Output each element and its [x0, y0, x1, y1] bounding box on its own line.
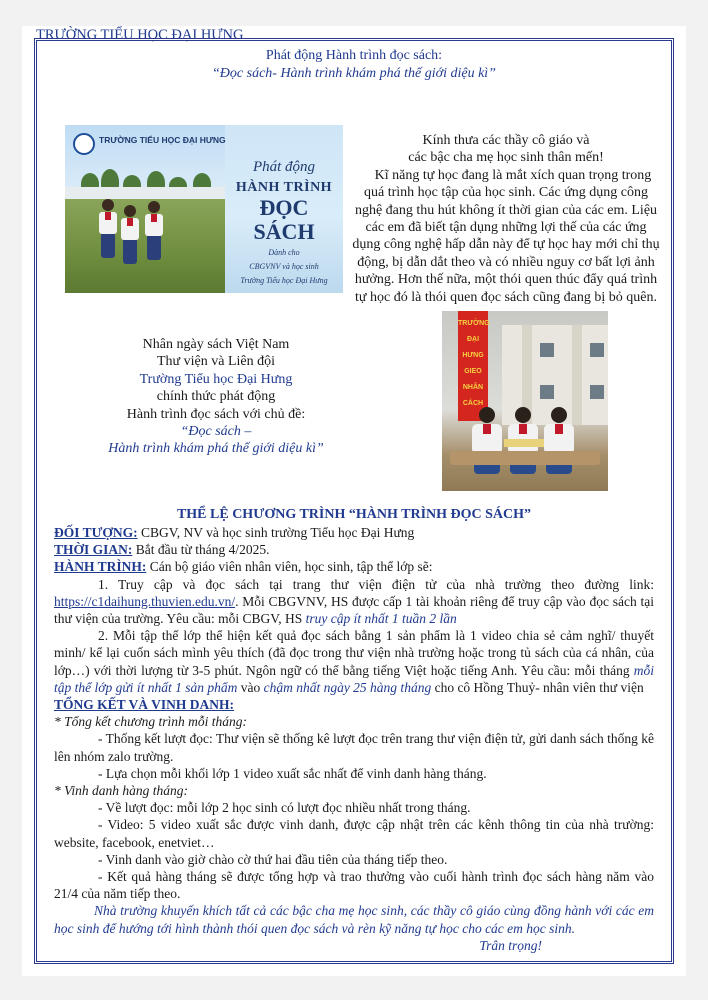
poster-journey: HÀNH TRÌNH — [235, 180, 333, 195]
greeting-body: Kĩ năng tự học đang là mắt xích quan trọng trong quá trình học tập của học sinh. Các ứng dụng công nghệ đang thu hút không ít thời gian của các em. Liệu các em đã biết tận dụng những lợi thế của các ứng dụng công nghệ hấp dẫn này để tự học hay mới chỉ thụ động, bị dẫn dắt theo và có nhiều nguy cơ bất lợi ảnh hưởng. Hơn thế nữa, một thói quen thúc đẩy quá trình tự học đó là thói quen đọc sách cũng đang bị bỏ quên. — [352, 167, 660, 305]
occasion-line-7: Hành trình khám phá thế giới diệu kì” — [108, 441, 324, 457]
library-link[interactable]: https://c1daihung.thuvien.edu.vn/ — [54, 593, 236, 609]
honor-item-2: - Video: 5 video xuất sắc được vinh danh, được cập nhật trên các kênh thông tin của nhà trường: website, facebook, enetviet… — [54, 817, 654, 850]
poster-text — [225, 125, 343, 293]
slogan-heading: “Đọc sách- Hành trình khám phá thế giới diệu kì” — [212, 66, 496, 81]
step-2-requirement: mỗi tập thể lớp gửi ít nhất 1 sản phẩm — [54, 662, 654, 695]
occasion-line-4: chính thức phát động — [156, 389, 276, 405]
banner-word: CÁCH — [462, 400, 484, 407]
poster-for-2: CBGVNV và học sinh — [249, 262, 319, 271]
step-2-text-3: cho cô Hồng Thuỷ- nhân viên thư viện — [431, 679, 644, 695]
greeting-line-1: Kính thưa các thầy cô giáo và — [422, 133, 590, 148]
step-1-text-2: . Mỗi CBGVNV, HS được cấp 1 tài khoản riêng để truy cập vào đọc sách tại thư viện của trường. Yêu cầu: mỗi CBGV, HS — [54, 593, 654, 627]
rules-title: THỂ LỆ CHƯƠNG TRÌNH “HÀNH TRÌNH ĐỌC SÁCH” — [176, 507, 532, 522]
step-2-text: 2. Mỗi tập thể lớp thể hiện kết quả đọc sách bằng 1 sản phẩm là 1 video chia sẻ cảm nghĩ/ thuyết minh/ kể lại cuốn sách mình yêu thích (đã đọc trong thư viện nhà trường hoặc trong tủ sách của cá nhân, của lớp…) với thời lượng từ 3-5 phút. Ngôn ngữ có thể bằng tiếng Việt hoặc tiếng Anh. Yêu cầu: mỗi tháng — [54, 628, 654, 678]
summary-heading: TỔNG KẾT VÀ VINH DANH: — [54, 697, 235, 713]
step-2 — [54, 627, 654, 696]
photo-book — [504, 439, 544, 447]
poster-reading-1: ĐỌC — [259, 195, 309, 220]
launch-heading: Phát động Hành trình đọc sách: — [265, 48, 443, 63]
time-line — [54, 541, 654, 558]
occasion-line-6: “Đọc sách – — [180, 424, 252, 440]
poster-reading-2: SÁCH — [253, 219, 315, 244]
monthly-heading: * Tổng kết chương trình mỗi tháng: — [54, 714, 248, 730]
banner-word: GIEO — [464, 368, 482, 375]
occasion-line-3: Trường Tiểu học Đại Hưng — [139, 371, 293, 387]
poster-wall — [65, 187, 225, 199]
students-reading-photo — [442, 311, 608, 491]
poster-student — [121, 205, 139, 264]
poster-for-1: Dành cho — [268, 248, 300, 257]
closing-paragraph: Nhà trường khuyến khích tất cả các bậc cha mẹ học sinh, các thầy cô giáo cùng đồng hành với các em học sinh để hướng tới hình thành thói quen đọc sách và rèn kỹ năng tự học cho các em học sinh. — [54, 903, 654, 936]
step-2-deadline: chậm nhất ngày 25 hàng tháng — [263, 679, 432, 695]
photo-banner — [458, 311, 488, 421]
step-1 — [54, 576, 654, 628]
journey-label: HÀNH TRÌNH: — [54, 559, 147, 575]
occasion-line-1: Nhân ngày sách Việt Nam — [142, 337, 290, 352]
banner-word: HƯNG — [462, 352, 484, 359]
photo-bench — [450, 451, 600, 465]
monthly-item-2: - Lựa chọn mỗi khối lớp 1 video xuất sắc nhất để vinh danh hàng tháng. — [98, 765, 487, 781]
time-label: THỜI GIAN: — [54, 542, 133, 558]
honor-heading: * Vinh danh hàng tháng: — [54, 783, 188, 799]
audience-label: ĐỐI TƯỢNG: — [54, 525, 138, 540]
school-heading: TRƯỜNG TIỂU HỌC ĐẠI HƯNG — [36, 27, 244, 43]
time-text: Bắt đầu từ tháng 4/2025. — [132, 542, 270, 558]
honor-item-3: - Vinh danh vào giờ chào cờ thứ hai đầu tiên của tháng tiếp theo. — [98, 851, 448, 867]
audience-line — [54, 524, 654, 541]
signature: Trân trọng! — [479, 937, 542, 953]
step-2-text-2: vào — [237, 679, 264, 695]
poster-for-3: Trường Tiểu học Đại Hưng — [240, 276, 328, 285]
step-1-text: 1. Truy cập và đọc sách tại trang thư viện điện tử của nhà trường theo đường link: — [98, 576, 654, 592]
school-logo-icon — [73, 133, 95, 155]
occasion-block — [56, 336, 376, 458]
banner-word: ĐẠI — [466, 336, 480, 343]
occasion-line-5: Hành trình đọc sách với chủ đề: — [126, 406, 306, 422]
poster-student — [145, 201, 163, 260]
journey-text: Cán bộ giáo viên nhân viên, học sinh, tập thể lớp sẽ: — [146, 559, 433, 575]
greeting-block — [352, 132, 660, 306]
poster-launch: Phát động — [252, 159, 316, 175]
greeting-line-2: các bậc cha mẹ học sinh thân mến! — [408, 150, 604, 166]
banner-word: NHÂN — [462, 384, 484, 391]
campaign-poster — [65, 125, 343, 293]
journey-line — [54, 558, 654, 575]
rules-body — [54, 524, 654, 954]
banner-word: TRƯỜNG — [458, 320, 490, 327]
monthly-item-1: - Thống kết lượt đọc: Thư viện sẽ thống kê lượt đọc trên trang thư viện điện tử, gửi danh sách thống kê lên nhóm zalo trường. — [54, 731, 654, 764]
occasion-line-2: Thư viện và Liên đội — [156, 354, 275, 370]
poster-school-name: TRƯỜNG TIỂU HỌC ĐẠI HƯNG — [99, 135, 226, 145]
honor-item-1: - Về lượt đọc: mỗi lớp 2 học sinh có lượt đọc nhiều nhất trong tháng. — [98, 800, 471, 816]
poster-student — [99, 199, 117, 258]
audience-text: CBGV, NV và học sinh trường Tiểu học Đại Hưng — [137, 525, 415, 540]
step-1-requirement: truy cập ít nhất 1 tuần 2 lần — [305, 611, 457, 627]
honor-item-4: - Kết quả hàng tháng sẽ được tổng hợp và trao thưởng vào cuối hành trình đọc sách hàng năm vào 21/4 của năm tiếp theo. — [54, 869, 654, 902]
